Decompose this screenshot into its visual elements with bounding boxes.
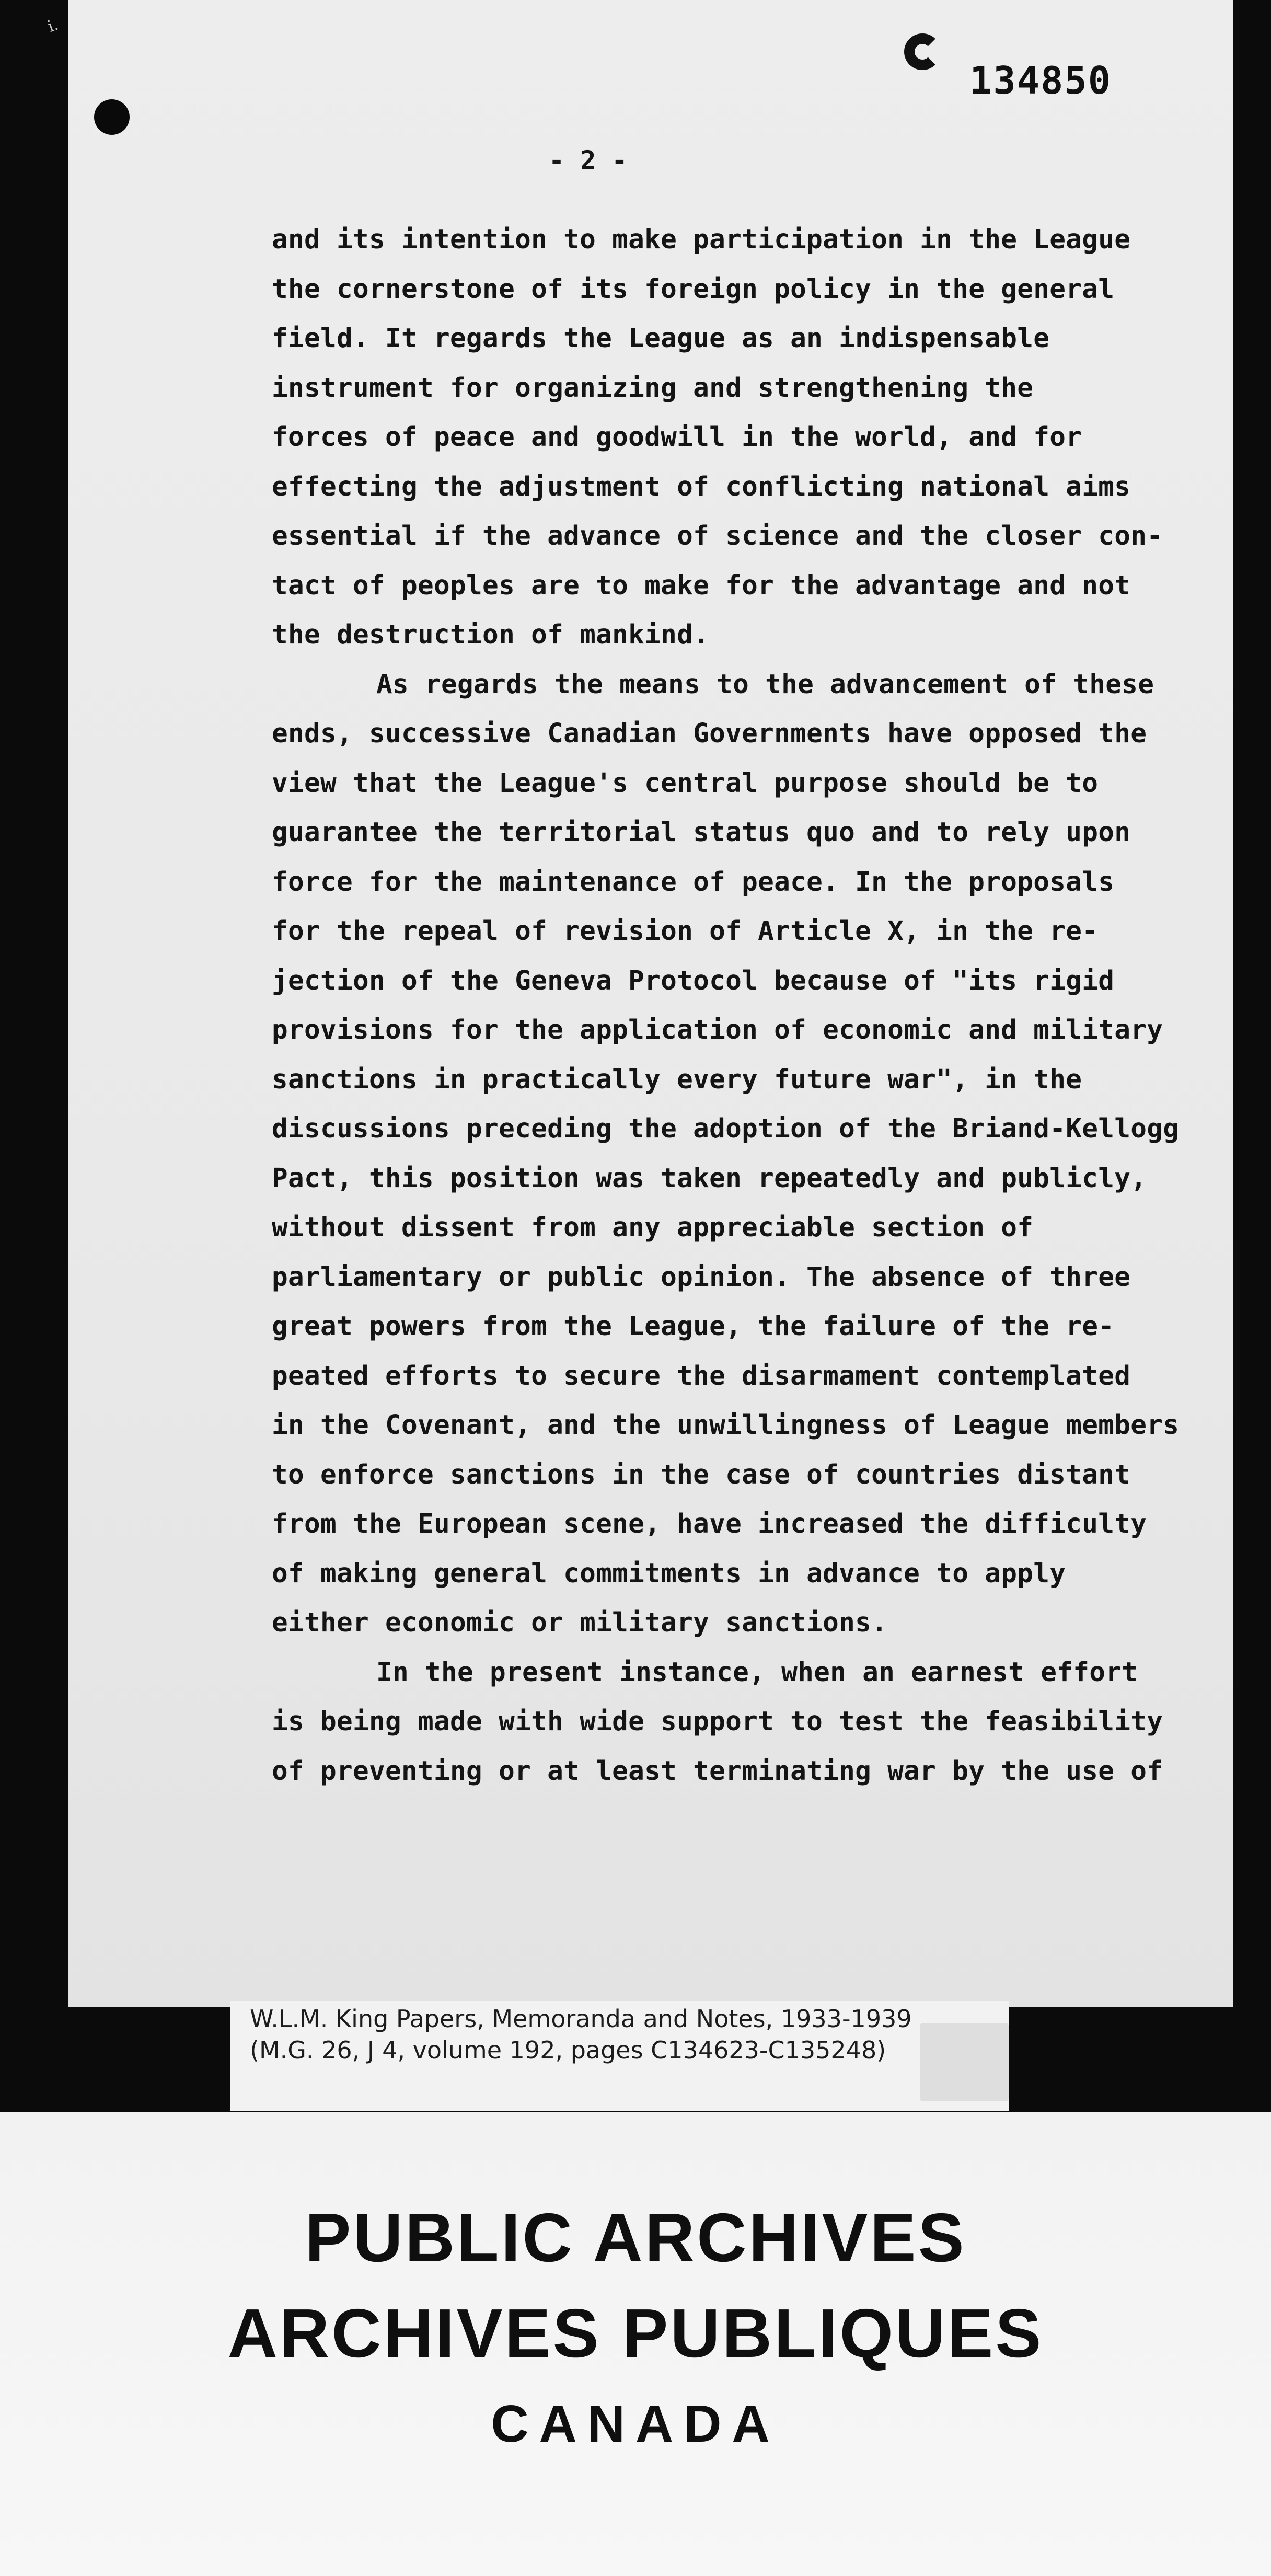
text-line: tact of peoples are to make for the advantage and not [272,570,1131,601]
text-line: effecting the adjustment of conflicting national aims [272,471,1131,502]
text-line: the cornerstone of its foreign policy in the general [272,273,1115,305]
punch-hole [94,99,130,135]
corner-mark: i. [45,15,61,36]
text-line: parliamentary or public opinion. The absence of three [272,1261,1131,1293]
text-line: in the Covenant, and the unwillingness of League members [272,1410,1180,1441]
text-line: from the European scene, have increased the difficulty [272,1509,1147,1539]
text-line: sanctions in practically every future war", in the [272,1064,1082,1095]
text-line: is being made with wide support to test the feasibility [272,1706,1163,1737]
stamp-c-icon [904,33,941,70]
text-line: great powers from the League, the failure of the re- [272,1311,1115,1342]
citation [250,2003,912,2066]
text-line: field. It regards the League as an indispensable [272,323,1050,354]
text-line: and its intention to make participation in the League [272,224,1131,255]
text-line: As regards the means to the advancement of these [376,669,1154,700]
text-line: of making general commitments in advance to apply [272,1558,1066,1589]
archive-title-en: PUBLIC ARCHIVES [305,2199,966,2276]
text-line: ends, successive Canadian Governments have opposed the [272,718,1147,749]
text-line: In the present instance, when an earnest effort [376,1657,1138,1688]
text-line: forces of peace and goodwill in the world, and for [272,422,1082,453]
text-line: of preventing or at least terminating war by the use of [272,1755,1163,1787]
text-line: view that the League's central purpose should be to [272,767,1099,799]
text-line: Pact, this position was taken repeatedly and publicly, [272,1163,1147,1194]
citation-line: (M.G. 26, J 4, volume 192, pages C134623-C135248) [250,2036,886,2064]
text-line: either economic or military sanctions. [272,1607,888,1638]
text-line: peated efforts to secure the disarmament contemplated [272,1360,1131,1392]
archive-country: CANADA [491,2395,780,2453]
text-line: for the repeal of revision of Article X, in the re- [272,916,1099,947]
text-line: to enforce sanctions in the case of countries distant [272,1459,1131,1490]
page-number: - 2 - [549,145,628,176]
text-line: guarantee the territorial status quo and to rely upon [272,817,1131,848]
text-line: jection of the Geneva Protocol because of "its rigid [272,965,1115,996]
text-line: the destruction of mankind. [272,619,710,650]
body-text [272,215,1212,1796]
text-line: without dissent from any appreciable section of [272,1212,1034,1243]
stamp-number: 134850 [969,59,1112,102]
text-line: instrument for organizing and strengthening the [272,372,1034,404]
text-line: essential if the advance of science and the closer con- [272,521,1163,551]
text-line: discussions preceding the adoption of the Briand-Kellogg [272,1113,1180,1144]
text-line: force for the maintenance of peace. In the proposals [272,866,1115,898]
archive-title-fr: ARCHIVES PUBLIQUES [227,2295,1044,2372]
text-line: provisions for the application of economic and military [272,1015,1163,1045]
paper-scrap [920,2023,1009,2101]
citation-line: W.L.M. King Papers, Memoranda and Notes, 1933-1939 [250,2005,912,2033]
